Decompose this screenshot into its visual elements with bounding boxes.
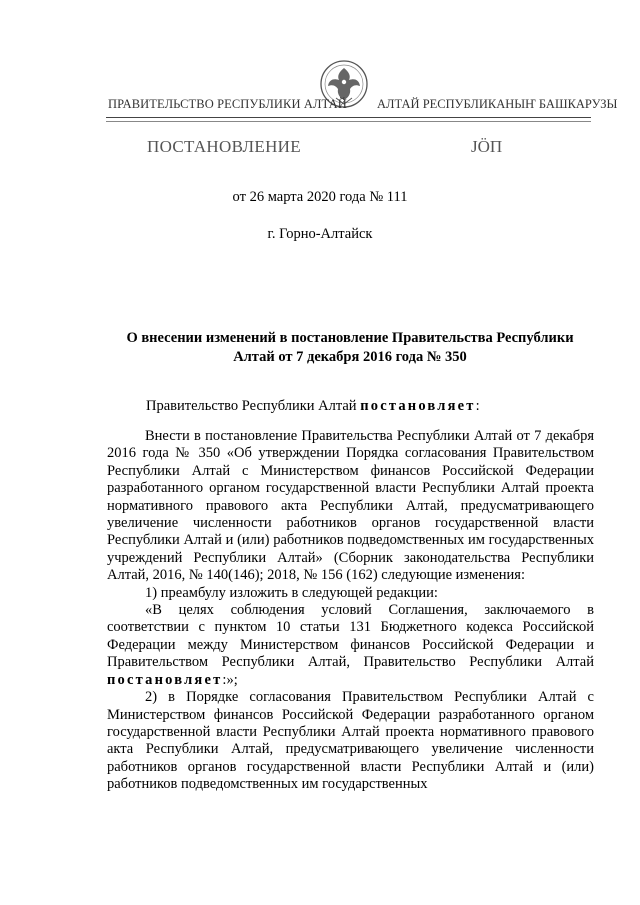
preamble-tail: : — [475, 398, 480, 414]
government-name-ru: ПРАВИТЕЛЬСТВО РЕСПУБЛИКИ АЛТАЙ — [108, 97, 347, 111]
title-line-1: О внесении изменений в постановление Правительства Республики — [126, 330, 574, 346]
preamble-text: Правительство Республики Алтай — [146, 398, 361, 414]
header-rule — [106, 117, 591, 118]
paragraph-3-text: «В целях соблюдения условий Соглашения, заключаемого в соответствии с пунктом 10 статьи 131 Бюджетного кодекса Российской Федерации между Министерством финансов Российской Федерации и Правительством Республики Алтай, Правительство Республики Алтай — [107, 602, 594, 671]
preamble-keyword: постановляет — [360, 398, 476, 414]
preamble — [146, 398, 480, 415]
document-type-ru: ПОСТАНОВЛЕНИЕ — [147, 137, 301, 156]
document-city: г. Горно-Алтайск — [267, 226, 373, 242]
paragraph-2: 1) преамбулу изложить в следующей редакции: — [145, 584, 438, 601]
title-line-2: Алтай от 7 декабря 2016 года № 350 — [233, 348, 467, 365]
paragraph-3-keyword: постановляет — [107, 671, 223, 688]
paragraph-4: 2) в Порядке согласования Правительством Республики Алтай с Министерством финансов Российской Федерации разработанного органом государственной власти Республики Алтай проекта нормативного правового акта Республики Алтай, предусматривающего увеличение численности работников органов государственной власти Республики Алтай и (или) работников подведомственных им государственных — [107, 689, 594, 793]
paragraph-3 — [107, 602, 594, 689]
document-date: от 26 марта 2020 года № 111 — [232, 189, 408, 205]
paragraph-3-tail: :»; — [222, 671, 238, 688]
document-type-alt: ЈӦП — [471, 137, 503, 156]
paragraph-1: Внести в постановление Правительства Республики Алтай от 7 декабря 2016 года № 350 «Об утверждении Порядка согласования Правительством Республики Алтай с Министерством финансов Российской Федерации разработанного органом государственной власти Республики Алтай проекта нормативного правового акта Республики Алтай, предусматривающего увеличение численности работников органов государственной власти Республики Алтай и (или) работников подведомственных им государственных учреждений Республики Алтай» (Сборник законодательства Республики Алтай, 2016, № 140(146); 2018, № 156 (162) следующие изменения: — [107, 428, 594, 584]
header-rule-thin — [106, 121, 591, 122]
document-body — [107, 428, 594, 794]
government-name-alt: АЛТАЙ РЕСПУБЛИКАНЫҤ БАШКАРУЗЫ — [377, 97, 618, 111]
document-title — [108, 329, 592, 366]
